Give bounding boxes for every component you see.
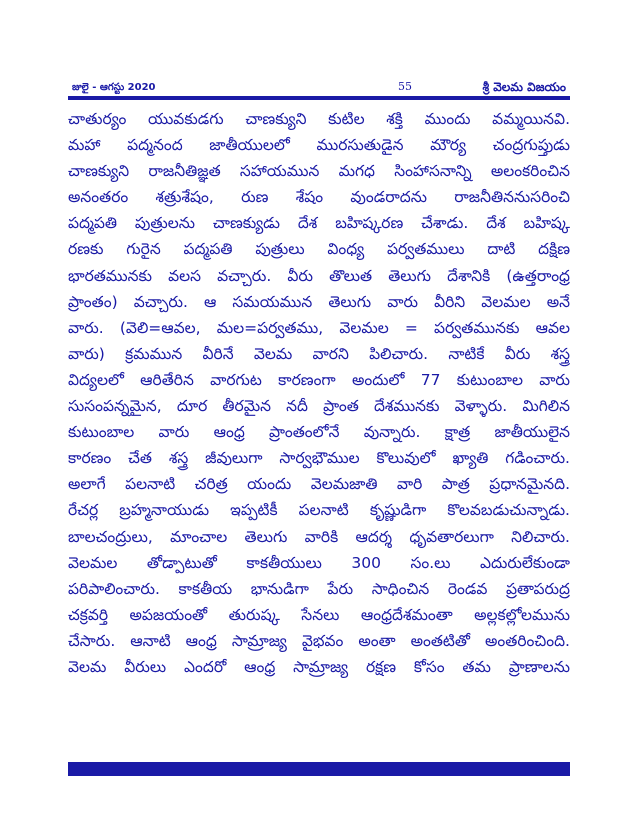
text-line: పద్మపతి పుత్రులను చాణక్యుడు దేశ బహిష్కరణ చేశాడు. దేశ బహిష్క	[68, 214, 570, 233]
text-line: చాతుర్యం యువకుడగు చాణక్యుని కుటిల శక్తి ముందు వమ్మయినవి.	[68, 110, 570, 128]
text-line: వెలమల తోడ్పాటుతో కాకతీయులు 300 సం.లు ఎదురులేకుండా	[68, 553, 570, 572]
text-line: అలాగే పలనాటి చరిత్ర యందు వెలమజాతి వారి పాత్ర ప్రధానమైనది.	[68, 475, 570, 494]
magazine-title: శ్రీ వెలమ విజయం	[482, 79, 566, 94]
page-number: 55	[398, 80, 412, 93]
text-line: చేసారు. ఆనాటి ఆంధ్ర సామ్రాజ్య వైభవం అంతా అంతటితో అంతరించింది.	[68, 631, 570, 650]
text-line: కుటుంబాల వారు ఆంధ్ర ప్రాంతంలోనే వున్నారు. క్షాత్ర జాతీయులైన	[68, 423, 570, 442]
text-line: వెలమ వీరులు ఎందరో ఆంధ్ర సామ్రాజ్య రక్షణ కోసం తమ ప్రాణాలను	[68, 657, 570, 676]
text-line: రణకు గురైన పద్మపతి పుత్రులు వింధ్య పర్వతములు దాటి దక్షిణ	[68, 240, 570, 259]
text-line: పరిపాలించారు. కాకతీయ భానుడిగా పేరు సాధించిన రెండవ ప్రతాపరుద్ర	[68, 579, 570, 598]
text-line: సుసంపన్నమైన, దూర తీరమైన నదీ ప్రాంత దేశమునకు వెళ్ళారు. మిగిలిన	[68, 397, 570, 416]
footer-rule	[68, 762, 570, 776]
text-line: భారతమునకు వలస వచ్చారు. వీరు తొలుత తెలుగు దేశానికి (ఉత్తరాంధ్ర	[68, 266, 570, 285]
text-line: రేచర్ల బ్రహ్మనాయుడు ఇప్పటికీ పలనాటి కృష్ణుడిగా కొలవబడుచున్నాడు.	[68, 501, 570, 520]
issue-date: జులై - ఆగస్టు 2020	[72, 82, 156, 93]
text-line: చాణక్యుని రాజనీతిజ్ఞత సహాయమున మగధ సింహాసనాన్ని అలంకరించిన	[68, 162, 570, 181]
text-line: విద్యలలో ఆరితేరిన వారగుట కారణంగా అందులో 77 కుటుంబాల వారు	[68, 370, 570, 389]
article-body	[68, 106, 570, 680]
text-line: ప్రాంతం) వచ్చారు. ఆ సమయమున తెలుగు వారు వీరిని వెలమల అనే	[68, 292, 570, 311]
page-header	[68, 80, 570, 96]
header-rule	[68, 96, 570, 100]
text-line: వారు. (వెలి=ఆవల, మల=పర్వతము, వెలమల = పర్వతమునకు ఆవల	[68, 318, 570, 337]
text-line: కారణం చేత శస్త్ర జీవులుగా సార్వభౌముల కొలువులో ఖ్యాతి గడించారు.	[68, 449, 570, 468]
text-line: బాలచంద్రులు, మాంచాల తెలుగు వారికి ఆదర్శ ధృవతారలుగా నిలిచారు.	[68, 527, 570, 546]
text-line: మహా పద్మనంద జాతీయులలో మురసుతుడైన మౌర్య చంద్రగుప్తుడు	[68, 136, 570, 155]
text-line: వారు) క్రమమున వీరినే వెలమ వారని పిలిచారు. నాటికే వీరు శస్త్ర	[68, 344, 570, 363]
text-line: చక్రవర్తి అపజయంతో తురుష్క సేనలు ఆంధ్రదేశమంతా అల్లకల్లోలమును	[68, 605, 570, 624]
text-line: అనంతరం శత్రుశేషం, రుణ శేషం వుండరాదను రాజనీతిననుసరించి	[68, 188, 570, 207]
